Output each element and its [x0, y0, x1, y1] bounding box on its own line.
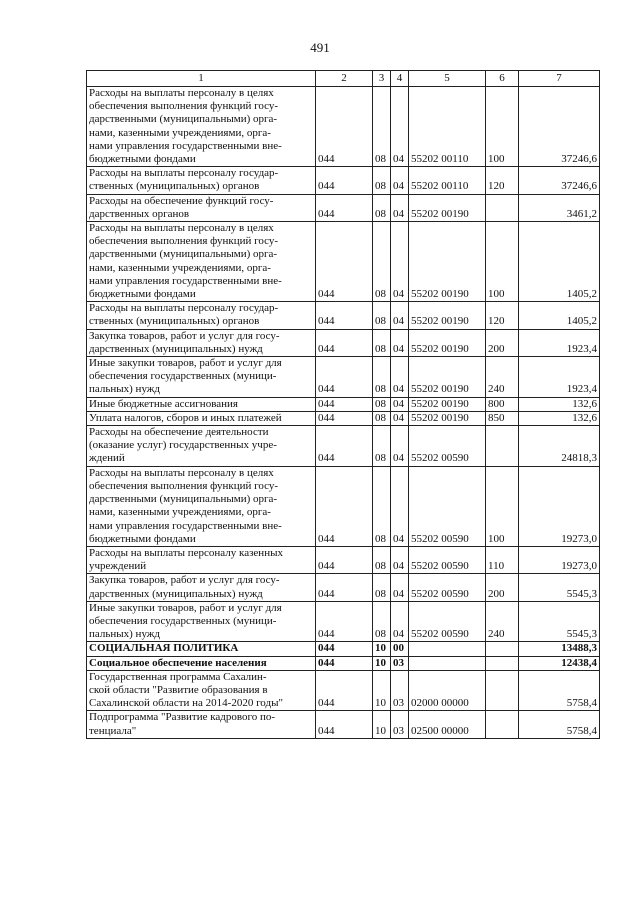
- subsection-code: 04: [391, 302, 409, 329]
- table-row: [87, 656, 600, 670]
- table-row: [87, 411, 600, 425]
- ministry-code: 044: [316, 642, 373, 656]
- section-code: 08: [373, 426, 391, 467]
- subsection-code: 04: [391, 167, 409, 194]
- subsection-code: 04: [391, 546, 409, 573]
- amount: 1923,4: [519, 329, 600, 356]
- expense-name: Расходы на обеспечение функций госу- дарственных органов: [87, 194, 316, 221]
- column-header: 4: [391, 71, 409, 87]
- ministry-code: 044: [316, 194, 373, 221]
- subsection-code: 03: [391, 656, 409, 670]
- section-code: 08: [373, 222, 391, 302]
- section-code: 08: [373, 194, 391, 221]
- target-article-code: [409, 656, 486, 670]
- amount: 19273,0: [519, 546, 600, 573]
- amount: 19273,0: [519, 466, 600, 546]
- expense-name: Расходы на выплаты персоналу в целях обеспечения выполнения функций госу- дарственными (муниципальными) орга- нами, казенными учреждениями, орга- нами управления государственными вне- бюджетными фондами: [87, 87, 316, 167]
- ministry-code: 044: [316, 357, 373, 398]
- expense-type-code: 200: [486, 329, 519, 356]
- ministry-code: 044: [316, 466, 373, 546]
- expense-type-code: 110: [486, 546, 519, 573]
- expense-type-code: [486, 656, 519, 670]
- amount: 5758,4: [519, 670, 600, 711]
- section-code: 08: [373, 601, 391, 642]
- subsection-code: 04: [391, 222, 409, 302]
- target-article-code: 55202 00190: [409, 357, 486, 398]
- expense-type-code: 240: [486, 601, 519, 642]
- subsection-code: 04: [391, 329, 409, 356]
- amount: 5545,3: [519, 574, 600, 601]
- expense-name: Расходы на выплаты персоналу в целях обеспечения выполнения функций госу- дарственными (муниципальными) орга- нами, казенными учреждениями, орга- нами управления государственными вне- бюджетными фондами: [87, 466, 316, 546]
- target-article-code: 55202 00110: [409, 167, 486, 194]
- amount: 12438,4: [519, 656, 600, 670]
- subsection-code: 00: [391, 642, 409, 656]
- target-article-code: 02500 00000: [409, 711, 486, 738]
- column-header: 3: [373, 71, 391, 87]
- ministry-code: 044: [316, 87, 373, 167]
- table-row: [87, 167, 600, 194]
- section-code: 08: [373, 87, 391, 167]
- section-code: 10: [373, 711, 391, 738]
- amount: 5545,3: [519, 601, 600, 642]
- section-code: 08: [373, 466, 391, 546]
- amount: 1405,2: [519, 222, 600, 302]
- expense-name: Расходы на выплаты персоналу казенных учреждений: [87, 546, 316, 573]
- amount: 132,6: [519, 397, 600, 411]
- table-row: [87, 601, 600, 642]
- expense-type-code: 850: [486, 411, 519, 425]
- expense-type-code: 100: [486, 87, 519, 167]
- section-code: 08: [373, 411, 391, 425]
- table-row: [87, 302, 600, 329]
- amount: 5758,4: [519, 711, 600, 738]
- expense-type-code: 100: [486, 466, 519, 546]
- column-header: 7: [519, 71, 600, 87]
- ministry-code: 044: [316, 397, 373, 411]
- target-article-code: 02000 00000: [409, 670, 486, 711]
- expense-type-code: [486, 642, 519, 656]
- expense-type-code: [486, 670, 519, 711]
- column-header: 1: [87, 71, 316, 87]
- table-row: [87, 546, 600, 573]
- subsection-code: 04: [391, 574, 409, 601]
- target-article-code: [409, 642, 486, 656]
- section-code: 10: [373, 670, 391, 711]
- subsection-code: 04: [391, 87, 409, 167]
- subsection-code: 04: [391, 601, 409, 642]
- target-article-code: 55202 00190: [409, 397, 486, 411]
- target-article-code: 55202 00590: [409, 601, 486, 642]
- table-row: [87, 711, 600, 738]
- expense-name: Закупка товаров, работ и услуг для госу- дарственных (муниципальных) нужд: [87, 574, 316, 601]
- subsection-code: 04: [391, 397, 409, 411]
- section-code: 08: [373, 397, 391, 411]
- amount: 37246,6: [519, 87, 600, 167]
- section-code: 10: [373, 642, 391, 656]
- target-article-code: 55202 00590: [409, 546, 486, 573]
- expense-type-code: [486, 711, 519, 738]
- expense-type-code: [486, 426, 519, 467]
- target-article-code: 55202 00190: [409, 222, 486, 302]
- budget-table: [86, 70, 600, 739]
- section-code: 08: [373, 167, 391, 194]
- header-row: [87, 71, 600, 87]
- table-row: [87, 642, 600, 656]
- expense-type-code: 800: [486, 397, 519, 411]
- section-code: 10: [373, 656, 391, 670]
- table-row: [87, 426, 600, 467]
- expense-name: Расходы на обеспечение деятельности (оказание услуг) государственных учре- ждений: [87, 426, 316, 467]
- expense-name: Расходы на выплаты персоналу государ- ственных (муниципальных) органов: [87, 302, 316, 329]
- expense-name: СОЦИАЛЬНАЯ ПОЛИТИКА: [87, 642, 316, 656]
- amount: 1405,2: [519, 302, 600, 329]
- target-article-code: 55202 00190: [409, 302, 486, 329]
- section-code: 08: [373, 302, 391, 329]
- table-row: [87, 222, 600, 302]
- amount: 132,6: [519, 411, 600, 425]
- target-article-code: 55202 00590: [409, 466, 486, 546]
- ministry-code: 044: [316, 546, 373, 573]
- subsection-code: 03: [391, 670, 409, 711]
- expense-type-code: 100: [486, 222, 519, 302]
- ministry-code: 044: [316, 426, 373, 467]
- amount: 1923,4: [519, 357, 600, 398]
- expense-name: Уплата налогов, сборов и иных платежей: [87, 411, 316, 425]
- section-code: 08: [373, 357, 391, 398]
- ministry-code: 044: [316, 656, 373, 670]
- amount: 24818,3: [519, 426, 600, 467]
- ministry-code: 044: [316, 711, 373, 738]
- expense-name: Социальное обеспечение населения: [87, 656, 316, 670]
- ministry-code: 044: [316, 670, 373, 711]
- table-row: [87, 397, 600, 411]
- ministry-code: 044: [316, 601, 373, 642]
- amount: 13488,3: [519, 642, 600, 656]
- ministry-code: 044: [316, 411, 373, 425]
- expense-name: Государственная программа Сахалин- ской области "Развитие образования в Сахалинской области на 2014-2020 годы": [87, 670, 316, 711]
- table-row: [87, 194, 600, 221]
- target-article-code: 55202 00590: [409, 426, 486, 467]
- amount: 37246,6: [519, 167, 600, 194]
- table-body: [87, 87, 600, 739]
- expense-name: Иные бюджетные ассигнования: [87, 397, 316, 411]
- table-row: [87, 670, 600, 711]
- subsection-code: 04: [391, 194, 409, 221]
- expense-name: Расходы на выплаты персоналу в целях обеспечения выполнения функций госу- дарственными (муниципальными) орга- нами, казенными учреждениями, орга- нами управления государственными вне- бюджетными фондами: [87, 222, 316, 302]
- target-article-code: 55202 00110: [409, 87, 486, 167]
- ministry-code: 044: [316, 302, 373, 329]
- subsection-code: 04: [391, 357, 409, 398]
- section-code: 08: [373, 329, 391, 356]
- ministry-code: 044: [316, 574, 373, 601]
- table-row: [87, 574, 600, 601]
- subsection-code: 03: [391, 711, 409, 738]
- column-header: 2: [316, 71, 373, 87]
- table-row: [87, 357, 600, 398]
- column-header: 5: [409, 71, 486, 87]
- amount: 3461,2: [519, 194, 600, 221]
- expense-name: Иные закупки товаров, работ и услуг для обеспечения государственных (муници- пальных) нужд: [87, 601, 316, 642]
- ministry-code: 044: [316, 222, 373, 302]
- expense-type-code: [486, 194, 519, 221]
- target-article-code: 55202 00190: [409, 411, 486, 425]
- expense-type-code: 120: [486, 167, 519, 194]
- target-article-code: 55202 00190: [409, 194, 486, 221]
- expense-name: Подпрограмма "Развитие кадрового по- тенциала": [87, 711, 316, 738]
- ministry-code: 044: [316, 167, 373, 194]
- table-row: [87, 87, 600, 167]
- expense-name: Иные закупки товаров, работ и услуг для обеспечения государственных (муници- пальных) нужд: [87, 357, 316, 398]
- column-header: 6: [486, 71, 519, 87]
- table-row: [87, 466, 600, 546]
- expense-type-code: 200: [486, 574, 519, 601]
- expense-type-code: 240: [486, 357, 519, 398]
- ministry-code: 044: [316, 329, 373, 356]
- section-code: 08: [373, 546, 391, 573]
- subsection-code: 04: [391, 426, 409, 467]
- expense-type-code: 120: [486, 302, 519, 329]
- target-article-code: 55202 00190: [409, 329, 486, 356]
- target-article-code: 55202 00590: [409, 574, 486, 601]
- subsection-code: 04: [391, 411, 409, 425]
- page-number: 491: [310, 40, 330, 55]
- expense-name: Закупка товаров, работ и услуг для госу- дарственных (муниципальных) нужд: [87, 329, 316, 356]
- table-row: [87, 329, 600, 356]
- subsection-code: 04: [391, 466, 409, 546]
- section-code: 08: [373, 574, 391, 601]
- expense-name: Расходы на выплаты персоналу государ- ственных (муниципальных) органов: [87, 167, 316, 194]
